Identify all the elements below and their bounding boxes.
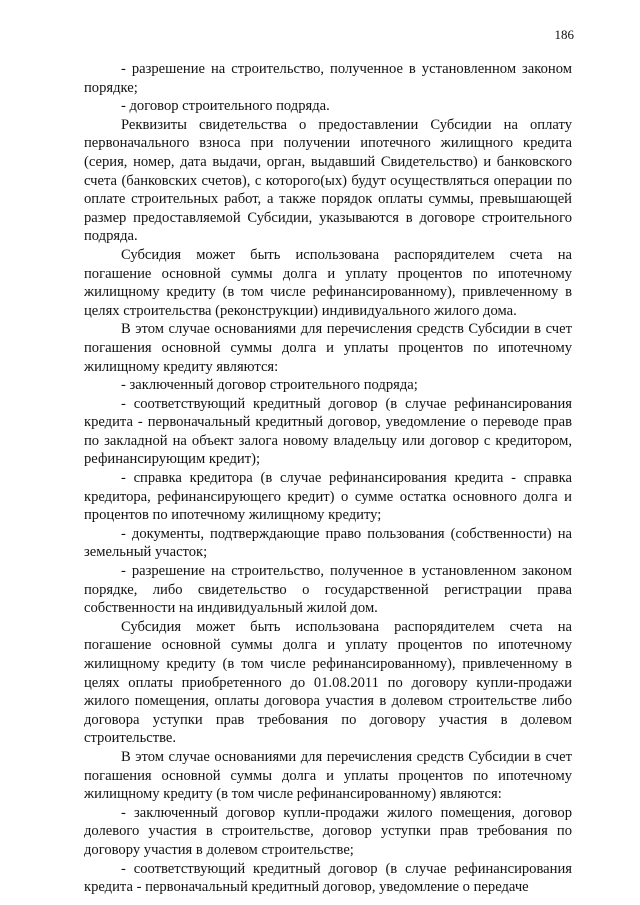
paragraph-subsidy-construction: Субсидия может быть использована распорядителем счета на погашение основной суммы долга и уплату процентов по ипотечному жилищному кредиту (в том числе рефинансированному), привлеченному в целях строительства (реконструкции) индивидуального жилого дома.: [84, 246, 572, 319]
list-item-construction-permit: - разрешение на строительство, полученное в установленном законом порядке, либо свидетельство о государственной регистрации права собственности на индивидуальный жилой дом.: [84, 563, 572, 617]
document-body: [84, 60, 572, 897]
paragraph-grounds-purchase: В этом случае основаниями для перечисления средств Субсидии в счет погашения основной суммы долга и уплаты процентов по ипотечному жилищному кредиту (в том числе рефинансированному) являются:: [84, 748, 572, 803]
paragraph-subsidy-purchase: Субсидия может быть использована распорядителем счета на погашение основной суммы долга и уплату процентов по ипотечному жилищному кредиту (в том числе рефинансированному), привлеченному в целях оплаты приобретенного до 01.08.2011 по договору купли-продажи жилого помещения, оплаты договора участия в долевом строительстве либо договора уступки прав требования по договору участия в долевом строительстве.: [84, 618, 572, 747]
list-item-credit-agreement-purchase: - соответствующий кредитный договор (в случае рефинансирования кредита - первоначальный кредитный договор, уведомление о передаче: [84, 860, 572, 896]
paragraph-construction-permit: - разрешение на строительство, полученное в установленном законом порядке;: [84, 61, 572, 96]
list-item-credit-agreement: - соответствующий кредитный договор (в случае рефинансирования кредита - первоначальный кредитный договор, уведомление о переводе прав по закладной на объект залога новому владельцу или договор с кредитором, рефинансирующим кредит);: [84, 395, 572, 468]
page-number: 186: [554, 27, 574, 42]
paragraph-certificate-details: Реквизиты свидетельства о предоставлении Субсидии на оплату первоначального взноса при получении ипотечного жилищного кредита (серия, номер, дата выдачи, орган, выдавший Свидетельство) и банковского счета (банковских счетов), с которого(ых) будут осуществляться операции по оплате строительных работ, а также порядок оплаты суммы, превышающей размер предоставляемой Субсидии, указываются в договоре строительного подряда.: [84, 116, 572, 245]
list-item-creditor-statement: - справка кредитора (в случае рефинансирования кредита - справка кредитора, рефинансирующего кредит) о сумме остатка основного долга и процентов по ипотечному жилищному кредиту;: [84, 470, 572, 524]
list-item-purchase-contract: - заключенный договор купли-продажи жилого помещения, договор долевого участия в строительстве, договор уступки прав требования по договору участия в долевом строительстве;: [84, 804, 572, 858]
list-item-construction-contract: - заключенный договор строительного подряда;: [121, 377, 418, 394]
paragraph-grounds-construction: В этом случае основаниями для перечисления средств Субсидии в счет погашения основной суммы долга и уплаты процентов по ипотечному жилищному кредиту являются:: [84, 321, 572, 375]
paragraph-construction-contract: - договор строительного подряда.: [121, 98, 330, 115]
list-item-land-documents: - документы, подтверждающие право пользования (собственности) на земельный участок;: [84, 525, 572, 561]
